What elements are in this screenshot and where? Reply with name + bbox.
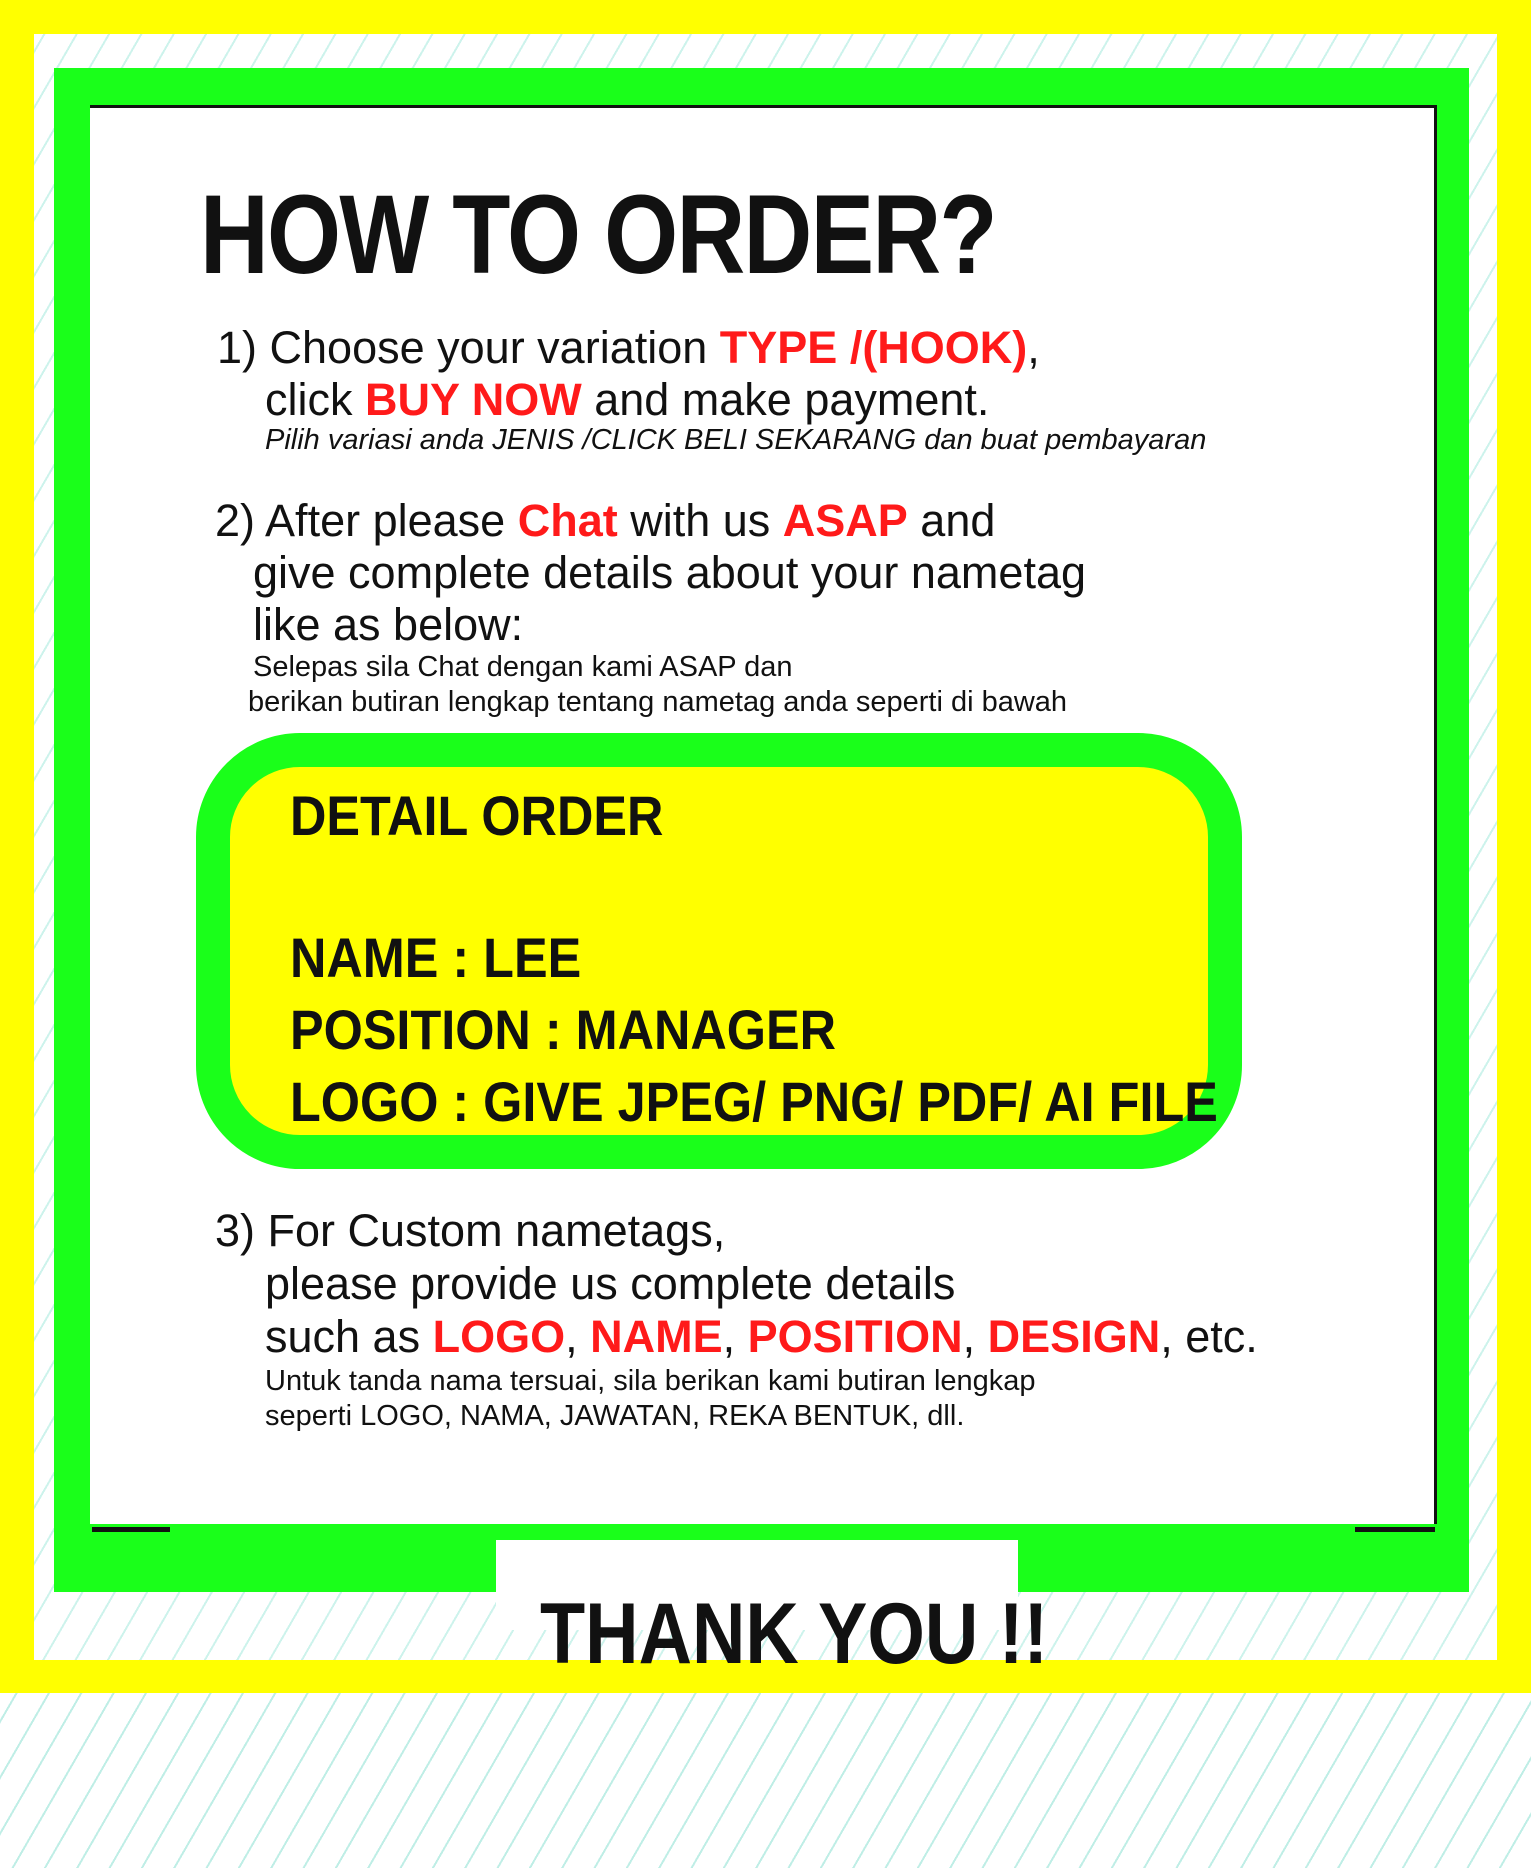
step1-text-payment: and make payment. — [581, 374, 990, 425]
page-title: HOW TO ORDER? — [200, 172, 996, 297]
step1-highlight-buy-now: BUY NOW — [365, 374, 582, 425]
step2-text-c: with us — [617, 495, 783, 546]
step3-text-etc: , etc. — [1160, 1311, 1258, 1362]
step3-highlight-design: DESIGN — [987, 1311, 1161, 1362]
detail-logo: LOGO : GIVE JPEG/ PNG/ PDF/ AI FILE — [290, 1070, 1218, 1133]
step3-sep-1: , — [565, 1311, 591, 1362]
step2-text-a: After please — [265, 495, 518, 546]
step3-line3 — [265, 1311, 1258, 1363]
step1-line1 — [217, 322, 1040, 374]
step3-number: 3) — [215, 1205, 256, 1256]
step3-text-custom: For Custom nametags, — [267, 1205, 726, 1256]
step3-sep-2: , — [722, 1311, 748, 1362]
detail-heading: DETAIL ORDER — [290, 784, 664, 847]
step1-note: Pilih variasi anda JENIS /CLICK BELI SEKARANG dan buat pembayaran — [265, 424, 1207, 456]
step3-line1 — [215, 1205, 725, 1257]
step1-text-c: , — [1027, 322, 1040, 373]
step3-text-such-as: such as — [265, 1311, 433, 1362]
step1-text-click: click — [265, 374, 365, 425]
step2-highlight-chat: Chat — [517, 495, 618, 546]
step2-note1: Selepas sila Chat dengan kami ASAP dan — [253, 651, 793, 683]
step1-number: 1) — [217, 322, 258, 373]
detail-position: POSITION : MANAGER — [290, 998, 837, 1061]
step2-note2: berikan butiran lengkap tentang nametag anda seperti di bawah — [248, 686, 1068, 718]
step3-note2: seperti LOGO, NAMA, JAWATAN, REKA BENTUK, dll. — [265, 1400, 965, 1432]
corner-mark-left — [92, 1527, 170, 1532]
step3-highlight-position: POSITION — [747, 1311, 963, 1362]
step2-number: 2) — [215, 495, 256, 546]
step3-sep-3: , — [962, 1311, 988, 1362]
step2-highlight-asap: ASAP — [782, 495, 908, 546]
step2-text-e: and — [907, 495, 996, 546]
thank-you-text: THANK YOU !! — [540, 1586, 1049, 1682]
step3-highlight-name: NAME — [590, 1311, 723, 1362]
step1-line2 — [265, 374, 989, 426]
step2-line3: like as below: — [253, 599, 524, 650]
detail-name: NAME : LEE — [290, 926, 582, 989]
step1-highlight-type: TYPE /(HOOK) — [719, 322, 1028, 373]
step3-line2: please provide us complete details — [265, 1258, 956, 1309]
step3-note1: Untuk tanda nama tersuai, sila berikan kami butiran lengkap — [265, 1365, 1036, 1397]
corner-mark-right — [1355, 1527, 1435, 1532]
step3-highlight-logo: LOGO — [432, 1311, 566, 1362]
step2-line1 — [215, 495, 995, 547]
step1-text-a: Choose your variation — [269, 322, 720, 373]
step2-line2: give complete details about your nametag — [253, 547, 1087, 598]
